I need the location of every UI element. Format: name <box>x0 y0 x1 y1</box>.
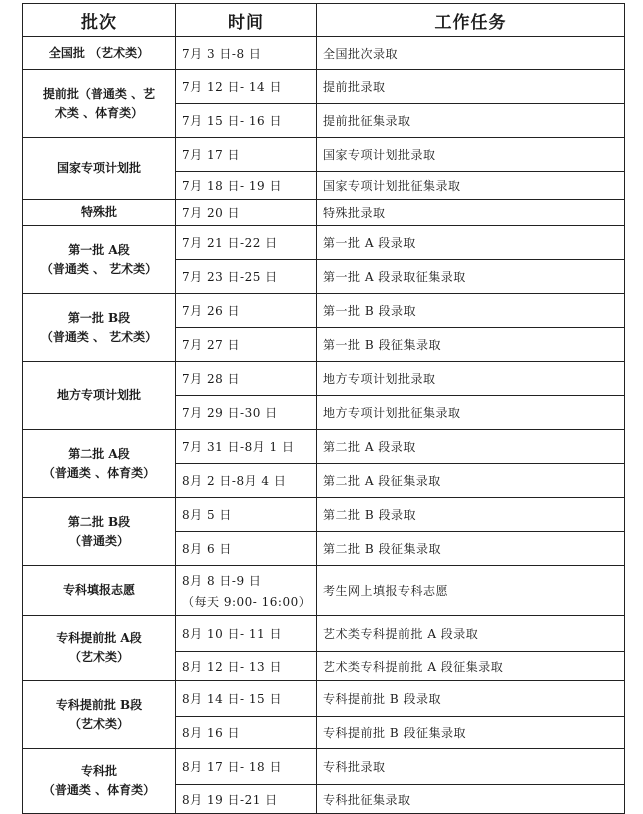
table-row <box>23 566 625 616</box>
batch-label: （普通类 、 艺术类） <box>40 329 158 344</box>
batch-label: 第一批 B段 <box>67 310 131 325</box>
batch-label: 第一批 A段 <box>68 242 130 257</box>
task-cell: 第一批 B 段征集录取 <box>317 328 625 362</box>
time-cell <box>176 652 317 681</box>
task-cell: 艺术类专科提前批 A 段录取 <box>317 616 625 652</box>
table-row <box>23 70 625 104</box>
time-text: 7月 27 日 <box>182 338 241 352</box>
batch-label: 全国批 （艺术类） <box>48 45 150 60</box>
batch-label: 地方专项计划批 <box>56 388 141 403</box>
header-task: 工作任务 <box>317 4 625 37</box>
batch-label: 专科提前批 B段 <box>55 697 143 712</box>
time-cell <box>176 172 317 200</box>
task-cell: 全国批次录取 <box>317 37 625 70</box>
task-cell: 国家专项计划批录取 <box>317 138 625 172</box>
batch-label: （普通类 、 艺术类） <box>40 261 158 276</box>
time-cell <box>176 226 317 260</box>
time-cell <box>176 616 317 652</box>
table-row <box>23 138 625 172</box>
time-text: 7月 29 日-30 日 <box>182 406 278 420</box>
batch-label: 第二批 B段 <box>67 514 131 529</box>
batch-cell <box>23 749 176 814</box>
task-cell: 专科批征集录取 <box>317 785 625 814</box>
table-row <box>23 616 625 652</box>
batch-cell <box>23 566 176 616</box>
batch-cell <box>23 362 176 430</box>
batch-cell <box>23 226 176 294</box>
batch-label: 专科填报志愿 <box>62 583 135 598</box>
task-cell: 第二批 B 段录取 <box>317 498 625 532</box>
time-cell <box>176 260 317 294</box>
task-cell: 提前批征集录取 <box>317 104 625 138</box>
time-text: 7月 15 日- 16 日 <box>182 114 282 128</box>
time-text: 8月 8 日-9 日 <box>182 573 262 588</box>
task-cell: 专科提前批 B 段录取 <box>317 681 625 717</box>
batch-label: 特殊批 <box>80 205 117 220</box>
batch-cell <box>23 498 176 566</box>
time-text: 8月 5 日 <box>182 508 232 522</box>
time-cell <box>176 70 317 104</box>
time-cell <box>176 566 317 616</box>
time-text: 8月 12 日- 13 日 <box>182 659 282 674</box>
time-cell <box>176 785 317 814</box>
time-cell <box>176 294 317 328</box>
batch-cell <box>23 138 176 200</box>
task-cell: 第二批 B 段征集录取 <box>317 532 625 566</box>
batch-label: （普通类 、体育类） <box>42 465 156 480</box>
time-text: 7月 20 日 <box>182 206 241 220</box>
time-cell <box>176 498 317 532</box>
time-text: 7月 21 日-22 日 <box>182 236 278 250</box>
batch-cell <box>23 70 176 138</box>
task-cell: 专科批录取 <box>317 749 625 785</box>
header-time: 时间 <box>176 4 317 37</box>
time-text: 7月 28 日 <box>182 372 241 386</box>
header-row <box>23 4 625 37</box>
time-cell <box>176 104 317 138</box>
table-row <box>23 294 625 328</box>
batch-cell <box>23 681 176 749</box>
time-cell <box>176 430 317 464</box>
batch-label: 提前批（普通类 、艺 <box>42 86 156 101</box>
table-row <box>23 200 625 226</box>
time-text: 7月 3 日-8 日 <box>182 46 262 61</box>
batch-label: 国家专项计划批 <box>56 161 141 176</box>
time-cell <box>176 37 317 70</box>
time-cell <box>176 464 317 498</box>
time-text: 8月 2 日-8月 4 日 <box>182 474 287 488</box>
task-cell: 提前批录取 <box>317 70 625 104</box>
batch-label: 专科提前批 A段 <box>56 631 142 646</box>
time-cell <box>176 396 317 430</box>
batch-cell <box>23 294 176 362</box>
time-text: 8月 19 日-21 日 <box>182 792 278 807</box>
time-text: 7月 18 日- 19 日 <box>182 179 282 193</box>
batch-cell <box>23 37 176 70</box>
batch-cell <box>23 200 176 226</box>
time-text: 7月 17 日 <box>182 148 241 162</box>
batch-label: （普通类） <box>68 533 129 548</box>
time-text: 8月 16 日 <box>182 726 241 740</box>
table-row <box>23 498 625 532</box>
batch-label: 第二批 A段 <box>68 446 130 461</box>
table-row <box>23 681 625 717</box>
batch-label: （艺术类） <box>68 650 129 664</box>
table-row <box>23 362 625 396</box>
task-cell: 第一批 B 段录取 <box>317 294 625 328</box>
task-cell: 第一批 A 段录取 <box>317 226 625 260</box>
batch-cell <box>23 430 176 498</box>
table-row <box>23 749 625 785</box>
time-note: （每天 9:00- 16:00） <box>182 594 312 609</box>
task-cell: 国家专项计划批征集录取 <box>317 172 625 200</box>
task-cell: 第二批 A 段征集录取 <box>317 464 625 498</box>
time-cell <box>176 328 317 362</box>
time-text: 8月 14 日- 15 日 <box>182 692 282 706</box>
task-cell: 第一批 A 段录取征集录取 <box>317 260 625 294</box>
time-cell <box>176 532 317 566</box>
time-text: 7月 26 日 <box>182 304 241 318</box>
task-cell: 艺术类专科提前批 A 段征集录取 <box>317 652 625 681</box>
header-batch: 批次 <box>23 4 176 37</box>
admission-schedule-table <box>22 3 625 814</box>
time-cell <box>176 749 317 785</box>
batch-label: （普通类 、体育类） <box>42 783 156 797</box>
table-row <box>23 37 625 70</box>
time-text: 7月 12 日- 14 日 <box>182 80 282 94</box>
time-text: 7月 23 日-25 日 <box>182 270 278 284</box>
time-cell <box>176 362 317 396</box>
time-text: 8月 6 日 <box>182 542 232 556</box>
table-row <box>23 226 625 260</box>
task-cell: 地方专项计划批征集录取 <box>317 396 625 430</box>
task-cell: 地方专项计划批录取 <box>317 362 625 396</box>
time-cell <box>176 200 317 226</box>
time-text: 8月 10 日- 11 日 <box>182 627 282 641</box>
batch-label: 术类 、体育类） <box>54 105 144 120</box>
batch-cell <box>23 616 176 681</box>
time-text: 7月 31 日-8月 1 日 <box>182 440 295 454</box>
time-cell <box>176 681 317 717</box>
batch-label: （艺术类） <box>68 716 129 731</box>
task-cell: 专科提前批 B 段征集录取 <box>317 717 625 749</box>
task-cell: 第二批 A 段录取 <box>317 430 625 464</box>
batch-label: 专科批 <box>80 764 117 779</box>
time-cell <box>176 138 317 172</box>
task-cell: 考生网上填报专科志愿 <box>317 566 625 616</box>
time-cell <box>176 717 317 749</box>
time-text: 8月 17 日- 18 日 <box>182 760 282 774</box>
table-row <box>23 430 625 464</box>
task-cell: 特殊批录取 <box>317 200 625 226</box>
